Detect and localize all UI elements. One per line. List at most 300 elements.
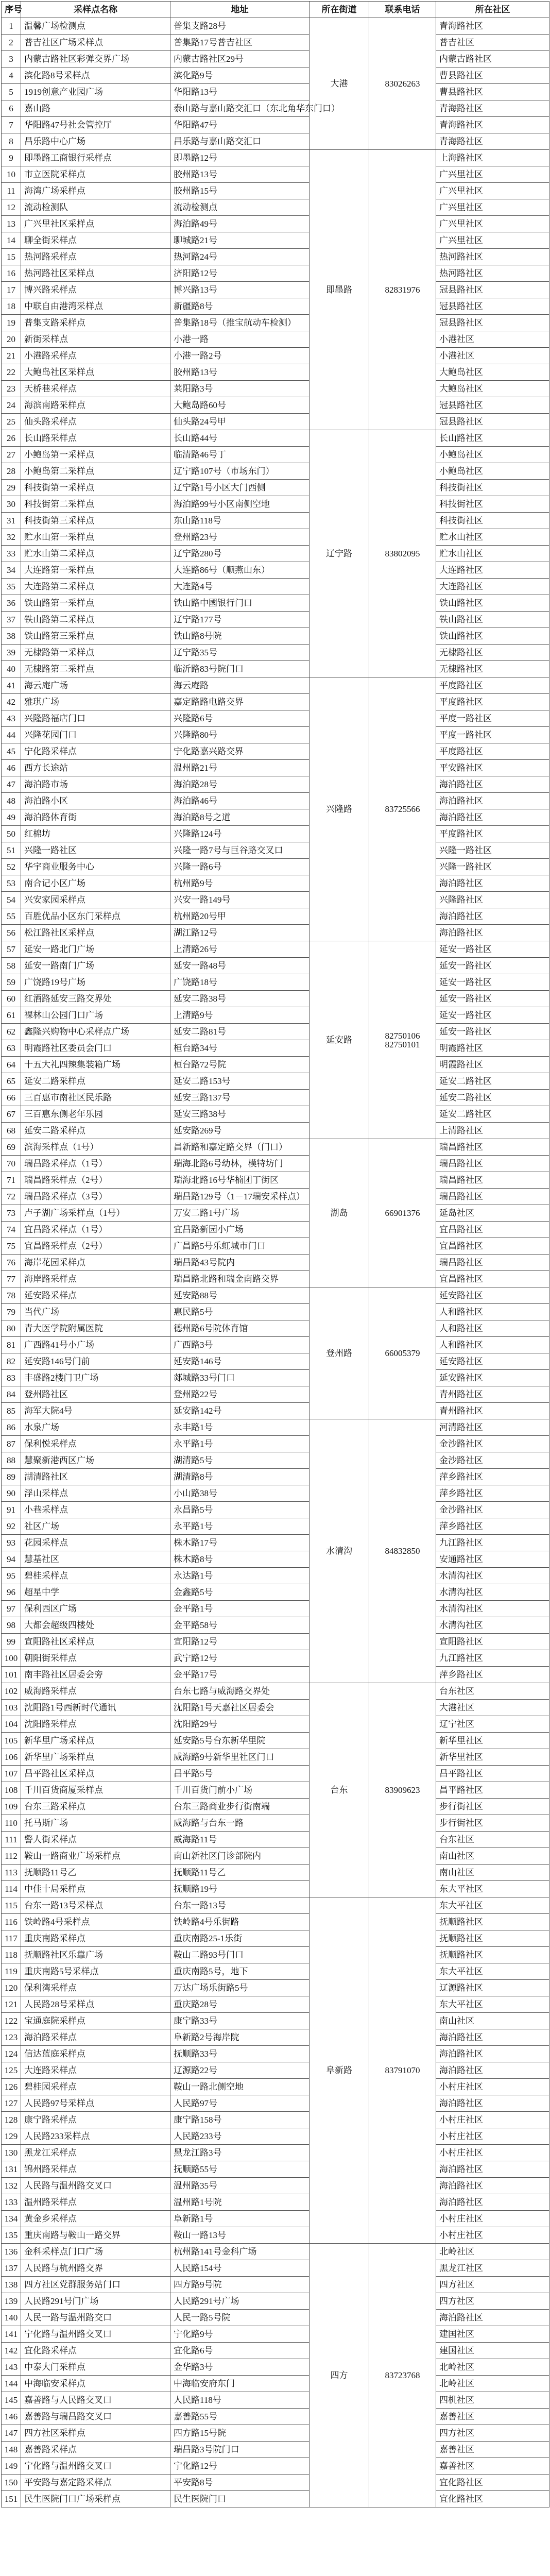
cell-site-name: 新华里广场采样点: [21, 1749, 170, 1766]
cell-seq: 95: [2, 1568, 21, 1584]
cell-seq: 136: [2, 2244, 21, 2260]
table-row: [2, 1733, 549, 1749]
cell-address: 抚顺路11号乙: [170, 1865, 310, 1881]
cell-community: 大鲍岛社区: [436, 364, 549, 381]
cell-site-name: 海云庵广场: [21, 677, 170, 694]
cell-address: 惠民路5号: [170, 1304, 310, 1320]
table-row: [2, 727, 549, 743]
table-row: [2, 1222, 549, 1238]
cell-site-name: 延安路采样点: [21, 1287, 170, 1304]
cell-community: 平度一路社区: [436, 710, 549, 727]
cell-address: 临清路46号丁: [170, 447, 310, 463]
cell-address: 武宁路12号: [170, 1650, 310, 1667]
table-row: [2, 1403, 549, 1419]
cell-seq: 112: [2, 1848, 21, 1865]
cell-address: 人民一路5号院: [170, 2310, 310, 2326]
table-row: [2, 859, 549, 875]
cell-community: 北岭社区: [436, 2376, 549, 2392]
cell-site-name: 碧桂园采样点: [21, 2079, 170, 2095]
table-row: [2, 1024, 549, 1040]
cell-site-name: 红棉坊: [21, 826, 170, 842]
table-row: [2, 1304, 549, 1320]
table-row: [2, 199, 549, 216]
cell-community: 海泊路社区: [436, 908, 549, 925]
cell-address: 普集路17号普吉社区: [170, 35, 310, 51]
table-row: [2, 1485, 549, 1502]
cell-seq: 6: [2, 100, 21, 117]
cell-site-name: 贮水山第一采样点: [21, 529, 170, 546]
cell-address: 海泊路49号: [170, 216, 310, 232]
cell-community: 四机社区: [436, 2392, 549, 2409]
cell-community: 昌平路社区: [436, 1782, 549, 1799]
cell-community: 青海路社区: [436, 133, 549, 150]
table-row: [2, 1106, 549, 1123]
cell-community: 贮水山社区: [436, 529, 549, 546]
cell-community: 新华里社区: [436, 1733, 549, 1749]
table-row: [2, 1848, 549, 1865]
table-row: [2, 1551, 549, 1568]
cell-address: 泰山路与嘉山路交汇口（东北角华东门口）: [170, 100, 310, 117]
cell-seq: 1: [2, 18, 21, 35]
cell-site-name: 大鲍岛社区采样点: [21, 364, 170, 381]
cell-site-name: 昌乐路中心广场: [21, 133, 170, 150]
cell-community: 建国社区: [436, 2343, 549, 2359]
cell-address: 永平路1号: [170, 1518, 310, 1535]
cell-site-name: 海滨南路采样点: [21, 397, 170, 414]
cell-community: 萍乡路社区: [436, 1518, 549, 1535]
cell-community: 萍乡路社区: [436, 1667, 549, 1683]
cell-seq: 86: [2, 1419, 21, 1436]
table-row: [2, 694, 549, 710]
cell-address: 金平路1号: [170, 1601, 310, 1617]
table-row: [2, 397, 549, 414]
cell-site-name: 中佳十局采样点: [21, 1881, 170, 1897]
table-row: [2, 1568, 549, 1584]
table-row: [2, 1238, 549, 1255]
table-row: [2, 2029, 549, 2046]
table-row: [2, 892, 549, 908]
cell-seq: 115: [2, 1897, 21, 1914]
cell-seq: 108: [2, 1782, 21, 1799]
table-row: [2, 677, 549, 694]
table-row: [2, 496, 549, 513]
cell-community: 四方社区: [436, 2277, 549, 2293]
cell-seq: 53: [2, 875, 21, 892]
cell-seq: 47: [2, 776, 21, 793]
cell-seq: 41: [2, 677, 21, 694]
cell-community: 平度路社区: [436, 826, 549, 842]
cell-community: 宜昌路社区: [436, 1271, 549, 1287]
table-row: [2, 1897, 549, 1914]
table-row: [2, 1766, 549, 1782]
cell-address: 永昌路5号: [170, 1502, 310, 1518]
cell-street: 辽宁路: [310, 430, 369, 677]
cell-community: 步行街社区: [436, 1815, 549, 1832]
table-row: [2, 282, 549, 298]
cell-address: 台东一路13号: [170, 1897, 310, 1914]
cell-address: 黑龙江路3号: [170, 2145, 310, 2161]
cell-site-name: 新街采样点: [21, 331, 170, 348]
cell-community: 冠县路社区: [436, 414, 549, 430]
table-row: [2, 2079, 549, 2095]
table-row: [2, 1749, 549, 1766]
cell-site-name: 人民路291号门广场: [21, 2293, 170, 2310]
table-row: [2, 1584, 549, 1601]
cell-seq: 45: [2, 743, 21, 760]
cell-address: 海泊路46号: [170, 793, 310, 809]
cell-seq: 55: [2, 908, 21, 925]
cell-seq: 84: [2, 1386, 21, 1403]
header-row: [2, 2, 549, 18]
cell-site-name: 即墨路工商银行采样点: [21, 150, 170, 166]
cell-street: 台东: [310, 1683, 369, 1897]
cell-seq: 35: [2, 579, 21, 595]
cell-address: 万达广场乐街路5号: [170, 1980, 310, 1996]
cell-address: 台东三路商业步行街南端: [170, 1799, 310, 1815]
cell-seq: 34: [2, 562, 21, 579]
cell-site-name: 宜昌路采样点（2号）: [21, 1238, 170, 1255]
cell-site-name: 华阳路47号社会管控厅: [21, 117, 170, 133]
table-row: [2, 117, 549, 133]
table-row: [2, 1073, 549, 1090]
table-row: [2, 1419, 549, 1436]
cell-seq: 59: [2, 974, 21, 991]
cell-community: 小鲍岛社区: [436, 447, 549, 463]
cell-site-name: 三百惠市南社区民乐路: [21, 1090, 170, 1106]
table-row: [2, 2310, 549, 2326]
cell-address: 嘉善路55号: [170, 2409, 310, 2425]
cell-site-name: 民生医院门口广场采样点: [21, 2491, 170, 2507]
cell-address: 抚顺路55号: [170, 2161, 310, 2178]
table-row: [2, 1700, 549, 1716]
table-row: [2, 645, 549, 661]
cell-seq: 124: [2, 2046, 21, 2062]
cell-community: 广兴里社区: [436, 166, 549, 183]
table-row: [2, 2128, 549, 2145]
cell-community: 黑龙江社区: [436, 2260, 549, 2277]
cell-address: 延安三路38号: [170, 1106, 310, 1123]
cell-seq: 132: [2, 2178, 21, 2194]
cell-seq: 135: [2, 2227, 21, 2244]
cell-site-name: 裸林山公园门口广场: [21, 1007, 170, 1024]
table-row: [2, 150, 549, 166]
cell-phone: 83723768: [369, 2244, 436, 2507]
cell-address: 永丰路1号: [170, 1419, 310, 1436]
header-seq: 序号: [2, 2, 21, 18]
cell-community: 海泊路社区: [436, 2029, 549, 2046]
cell-seq: 39: [2, 645, 21, 661]
table-row: [2, 1287, 549, 1304]
cell-community: 瑞昌路社区: [436, 1172, 549, 1189]
cell-address: 兴隆路124号: [170, 826, 310, 842]
table-row: [2, 84, 549, 100]
cell-community: 延安路社区: [436, 1353, 549, 1370]
table-row: [2, 2161, 549, 2178]
cell-seq: 37: [2, 612, 21, 628]
cell-address: 普集路18号（推宝航动车检测）: [170, 315, 310, 331]
cell-community: 延岛社区: [436, 1205, 549, 1222]
table-row: [2, 1650, 549, 1667]
cell-address: 兴安一路149号: [170, 892, 310, 908]
table-row: [2, 661, 549, 677]
cell-seq: 31: [2, 513, 21, 529]
cell-seq: 99: [2, 1634, 21, 1650]
cell-address: 金平路17号: [170, 1667, 310, 1683]
cell-site-name: 海岸花园采样点: [21, 1255, 170, 1271]
cell-seq: 144: [2, 2376, 21, 2392]
table-row: [2, 2046, 549, 2062]
table-row: [2, 2277, 549, 2293]
cell-address: 东山路118号: [170, 513, 310, 529]
cell-community: 延安二路社区: [436, 1090, 549, 1106]
table-row: [2, 710, 549, 727]
cell-site-name: 热河路社区采样点: [21, 265, 170, 282]
table-row: [2, 1601, 549, 1617]
cell-site-name: 台东三路采样点: [21, 1799, 170, 1815]
cell-seq: 70: [2, 1156, 21, 1172]
cell-seq: 38: [2, 628, 21, 645]
cell-address: 瑞昌路129号（1－17瑞安采样点）: [170, 1189, 310, 1205]
table-row: [2, 315, 549, 331]
cell-address: 聊城路21号: [170, 232, 310, 249]
cell-seq: 28: [2, 463, 21, 480]
cell-site-name: 宜化路采样点: [21, 2343, 170, 2359]
table-row: [2, 2244, 549, 2260]
cell-address: 人民路118号: [170, 2392, 310, 2409]
cell-site-name: 丰盛路2楼门卫广场: [21, 1370, 170, 1386]
cell-community: 小村庄社区: [436, 2112, 549, 2128]
cell-seq: 58: [2, 958, 21, 974]
cell-community: 金沙路社区: [436, 1502, 549, 1518]
table-row: [2, 1090, 549, 1106]
cell-site-name: 兴隆花园门口: [21, 727, 170, 743]
cell-address: 人民路154号: [170, 2260, 310, 2277]
cell-address: 延安路5号台东新华里院: [170, 1733, 310, 1749]
cell-site-name: 滨海采样点（1号）: [21, 1139, 170, 1156]
cell-seq: 2: [2, 35, 21, 51]
cell-site-name: 四方社区采样点: [21, 2425, 170, 2442]
cell-community: 南山社区: [436, 1848, 549, 1865]
cell-address: 金平路58号: [170, 1617, 310, 1634]
cell-address: 瑞昌路43号院内: [170, 1255, 310, 1271]
cell-address: 瑞海北路6号幼林，模特坊门: [170, 1156, 310, 1172]
cell-seq: 151: [2, 2491, 21, 2507]
cell-seq: 33: [2, 546, 21, 562]
cell-community: 曹县路社区: [436, 67, 549, 84]
cell-community: 东大平社区: [436, 1897, 549, 1914]
cell-address: 温州路35号: [170, 2178, 310, 2194]
cell-seq: 36: [2, 595, 21, 612]
cell-site-name: 保利西区广场: [21, 1601, 170, 1617]
cell-community: 延安一路社区: [436, 1007, 549, 1024]
cell-address: 威海路与台东一路: [170, 1815, 310, 1832]
cell-seq: 102: [2, 1683, 21, 1700]
table-row: [2, 2178, 549, 2194]
cell-seq: 138: [2, 2277, 21, 2293]
cell-site-name: 华宇商业服务中心: [21, 859, 170, 875]
cell-site-name: 社区广场: [21, 1518, 170, 1535]
cell-community: 热河路社区: [436, 265, 549, 282]
cell-address: 人民路233号: [170, 2128, 310, 2145]
cell-community: 铁山路社区: [436, 628, 549, 645]
cell-seq: 143: [2, 2359, 21, 2376]
cell-address: 济阳路12号: [170, 265, 310, 282]
cell-community: 延安二路社区: [436, 1073, 549, 1090]
cell-site-name: 抚顺路社区乐靠广场: [21, 1947, 170, 1963]
cell-site-name: 康宁路采样点: [21, 2112, 170, 2128]
cell-address: 普集支路28号: [170, 18, 310, 35]
cell-community: 嘉善社区: [436, 2458, 549, 2475]
cell-site-name: 科技街第三采样点: [21, 513, 170, 529]
cell-address: 登州路22号: [170, 1386, 310, 1403]
cell-community: 海泊路社区: [436, 925, 549, 941]
cell-community: 海泊路社区: [436, 793, 549, 809]
table-row: [2, 364, 549, 381]
table-row: [2, 1271, 549, 1287]
cell-community: 瑞昌路社区: [436, 1255, 549, 1271]
table-row: [2, 1535, 549, 1551]
cell-site-name: 聊全街采样点: [21, 232, 170, 249]
cell-community: 贮水山社区: [436, 546, 549, 562]
cell-site-name: 明霞路社区委员会门口: [21, 1040, 170, 1057]
cell-address: 万安二路1号广场: [170, 1205, 310, 1222]
cell-community: 小村庄社区: [436, 2079, 549, 2095]
cell-community: 上清路社区: [436, 1123, 549, 1139]
cell-site-name: 金科采样点门口广场: [21, 2244, 170, 2260]
table-row: [2, 842, 549, 859]
cell-community: 人和路社区: [436, 1320, 549, 1337]
table-row: [2, 776, 549, 793]
cell-community: 内蒙古路社区: [436, 51, 549, 67]
cell-address: 杭州路141号金科广场: [170, 2244, 310, 2260]
cell-site-name: 黄金乡采样点: [21, 2211, 170, 2227]
cell-seq: 107: [2, 1766, 21, 1782]
table-row: [2, 1353, 549, 1370]
table-row: [2, 546, 549, 562]
table-row: [2, 2112, 549, 2128]
cell-community: 瑞昌路社区: [436, 1189, 549, 1205]
cell-community: 海泊路社区: [436, 776, 549, 793]
table-row: [2, 1782, 549, 1799]
cell-community: 冠县路社区: [436, 282, 549, 298]
cell-address: 沈阳路1号天嘉社区居委会: [170, 1700, 310, 1716]
cell-community: 水清沟社区: [436, 1617, 549, 1634]
cell-community: 宜化路社区: [436, 2475, 549, 2491]
header-community: 所在社区: [436, 2, 549, 18]
table-row: [2, 2326, 549, 2343]
cell-phone: 83725566: [369, 677, 436, 941]
cell-site-name: 人民路28号采样点: [21, 1996, 170, 2013]
cell-phone: 83026263: [369, 18, 436, 150]
cell-site-name: 滨化路8号采样点: [21, 67, 170, 84]
cell-seq: 3: [2, 51, 21, 67]
cell-address: 鞍山二路93号门口: [170, 1947, 310, 1963]
cell-address: 人民路291号广场: [170, 2293, 310, 2310]
cell-address: 宁化路嘉兴路交界: [170, 743, 310, 760]
cell-seq: 16: [2, 265, 21, 282]
cell-site-name: 人民路233采样点: [21, 2128, 170, 2145]
cell-seq: 116: [2, 1914, 21, 1930]
cell-seq: 61: [2, 1007, 21, 1024]
cell-phone: 82831976: [369, 150, 436, 430]
cell-site-name: 重庆南路与鞍山一路交界: [21, 2227, 170, 2244]
cell-seq: 145: [2, 2392, 21, 2409]
cell-site-name: 无棣路第二采样点: [21, 661, 170, 677]
cell-address: 宣阳路12号: [170, 1634, 310, 1650]
cell-site-name: 人民路与杭州路交界: [21, 2260, 170, 2277]
cell-address: 铁山路8号院: [170, 628, 310, 645]
table-row: [2, 958, 549, 974]
table-row: [2, 2491, 549, 2507]
cell-community: 延安一路社区: [436, 941, 549, 958]
cell-site-name: 宜昌路采样点（1号）: [21, 1222, 170, 1238]
cell-address: 民生医院门口: [170, 2491, 310, 2507]
table-row: [2, 925, 549, 941]
cell-seq: 67: [2, 1106, 21, 1123]
cell-address: 延安路269号: [170, 1123, 310, 1139]
cell-site-name: 铁山路第一采样点: [21, 595, 170, 612]
cell-site-name: 普吉社区广场采样点: [21, 35, 170, 51]
cell-seq: 44: [2, 727, 21, 743]
table-row: [2, 216, 549, 232]
cell-community: 平度路社区: [436, 694, 549, 710]
table-row: [2, 991, 549, 1007]
cell-address: 小港一路: [170, 331, 310, 348]
cell-seq: 122: [2, 2013, 21, 2029]
table-row: [2, 2376, 549, 2392]
cell-community: 小港社区: [436, 331, 549, 348]
cell-site-name: 宁化路与温州路交叉口: [21, 2458, 170, 2475]
table-row: [2, 298, 549, 315]
cell-community: 青海路社区: [436, 100, 549, 117]
cell-site-name: 宣阳路社区采样点: [21, 1634, 170, 1650]
cell-site-name: 贮水山第二采样点: [21, 546, 170, 562]
cell-seq: 139: [2, 2293, 21, 2310]
cell-community: 北岭社区: [436, 2359, 549, 2376]
table-row: [2, 2260, 549, 2277]
cell-site-name: 松江路社区采样点: [21, 925, 170, 941]
cell-community: 大连路社区: [436, 562, 549, 579]
cell-seq: 137: [2, 2260, 21, 2277]
cell-site-name: 鑫隆兴购物中心采样点广场: [21, 1024, 170, 1040]
cell-address: 铁岭路4号乐街路: [170, 1914, 310, 1930]
cell-site-name: 市立医院采样点: [21, 166, 170, 183]
cell-seq: 27: [2, 447, 21, 463]
cell-community: 海泊路社区: [436, 2062, 549, 2079]
cell-community: 无棣路社区: [436, 645, 549, 661]
table-row: [2, 249, 549, 265]
cell-address: 湖江路12号: [170, 925, 310, 941]
table-row: [2, 1337, 549, 1353]
cell-address: 辽宁路1号小区大门西侧: [170, 480, 310, 496]
cell-phone: 84832850: [369, 1419, 436, 1683]
table-row: [2, 430, 549, 447]
cell-address: 兴隆一路6号: [170, 859, 310, 875]
cell-site-name: 小鲍岛第一采样点: [21, 447, 170, 463]
cell-address: 四方路15号院: [170, 2425, 310, 2442]
cell-site-name: 水泉广场: [21, 1419, 170, 1436]
table-row: [2, 348, 549, 364]
cell-community: 广兴里社区: [436, 216, 549, 232]
cell-community: 青海路社区: [436, 18, 549, 35]
cell-community: 海泊路社区: [436, 2310, 549, 2326]
cell-address: 延安二路38号: [170, 991, 310, 1007]
cell-seq: 21: [2, 348, 21, 364]
cell-address: 宜昌路新园小广场: [170, 1222, 310, 1238]
table-row: [2, 612, 549, 628]
cell-seq: 97: [2, 1601, 21, 1617]
cell-seq: 128: [2, 2112, 21, 2128]
